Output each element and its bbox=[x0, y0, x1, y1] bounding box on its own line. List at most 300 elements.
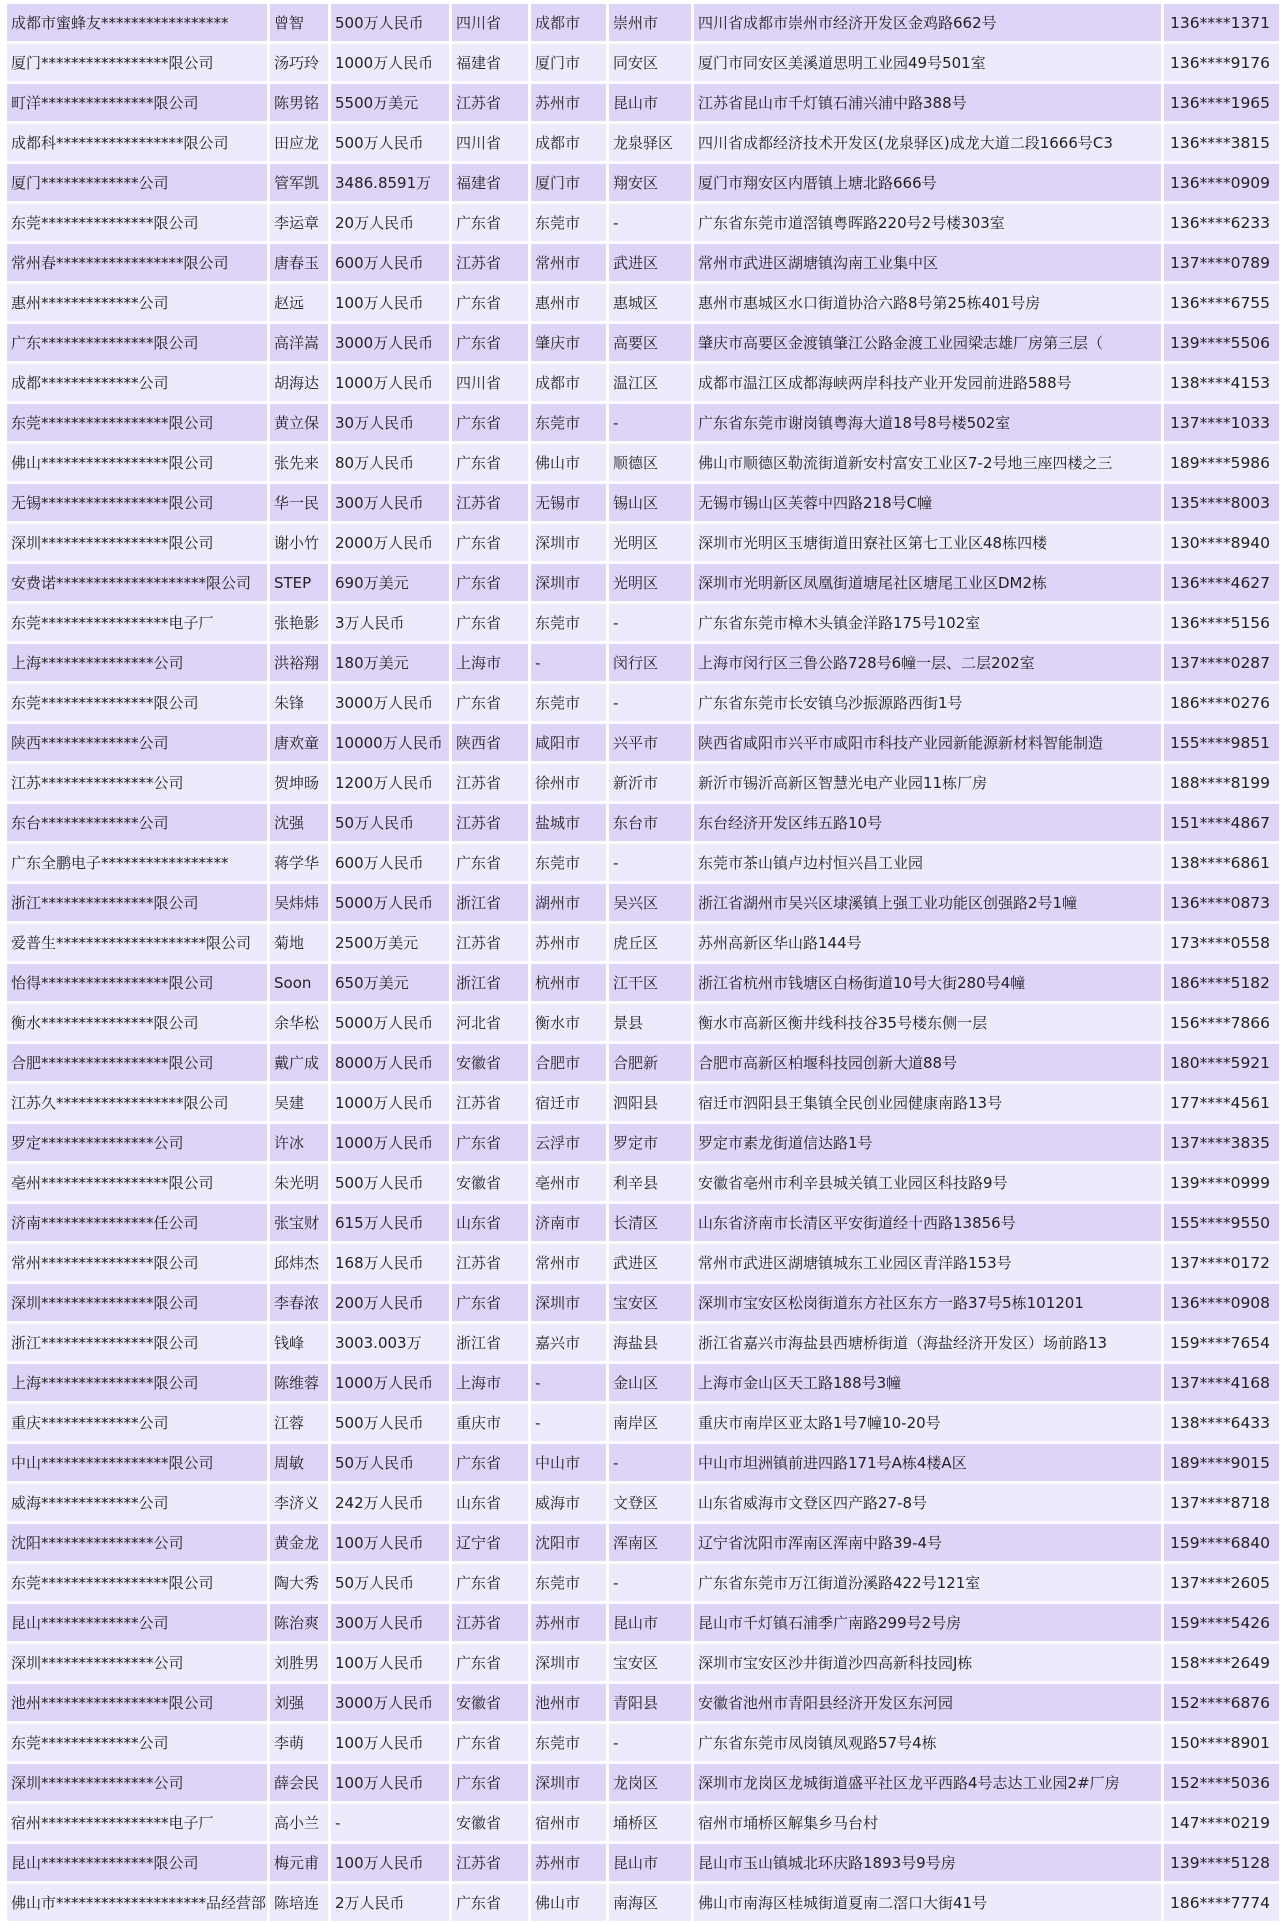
registered-capital-cell: 2000万人民币 bbox=[331, 524, 449, 564]
table-row bbox=[7, 1844, 1279, 1884]
table-row bbox=[7, 4, 1279, 44]
table-row bbox=[7, 1604, 1279, 1644]
province-cell: 四川省 bbox=[452, 4, 528, 44]
district-cell: 温江区 bbox=[609, 364, 691, 404]
district-cell: 宝安区 bbox=[609, 1284, 691, 1324]
table-row bbox=[7, 1764, 1279, 1804]
table-row bbox=[7, 164, 1279, 204]
legal-rep-cell: 周敏 bbox=[270, 1444, 328, 1484]
province-cell: 安徽省 bbox=[452, 1044, 528, 1084]
phone-cell: 136****4627 bbox=[1164, 564, 1279, 604]
registered-capital-cell: 100万人民币 bbox=[331, 1844, 449, 1884]
legal-rep-cell: 张宝财 bbox=[270, 1204, 328, 1244]
registered-capital-cell: 650万美元 bbox=[331, 964, 449, 1004]
address-cell: 中山市坦洲镇前进四路171号A栋4楼A区 bbox=[694, 1444, 1161, 1484]
company-name-cell: 上海***************公司 bbox=[7, 644, 267, 684]
phone-cell: 136****3815 bbox=[1164, 124, 1279, 164]
company-name-cell: 厦门*************公司 bbox=[7, 164, 267, 204]
address-cell: 常州市武进区湖塘镇城东工业园区青洋路153号 bbox=[694, 1244, 1161, 1284]
phone-cell: 186****5182 bbox=[1164, 964, 1279, 1004]
province-cell: 江苏省 bbox=[452, 804, 528, 844]
city-cell: 苏州市 bbox=[531, 1604, 606, 1644]
company-name-cell: 常州春*****************限公司 bbox=[7, 244, 267, 284]
registered-capital-cell: 2万人民币 bbox=[331, 1884, 449, 1924]
registered-capital-cell: 615万人民币 bbox=[331, 1204, 449, 1244]
legal-rep-cell: 黄金龙 bbox=[270, 1524, 328, 1564]
table-row bbox=[7, 84, 1279, 124]
city-cell: 东莞市 bbox=[531, 404, 606, 444]
company-table bbox=[4, 4, 1280, 1924]
province-cell: 重庆市 bbox=[452, 1404, 528, 1444]
registered-capital-cell: 300万人民币 bbox=[331, 1604, 449, 1644]
phone-cell: 189****5986 bbox=[1164, 444, 1279, 484]
table-row bbox=[7, 604, 1279, 644]
registered-capital-cell: 30万人民币 bbox=[331, 404, 449, 444]
address-cell: 深圳市宝安区松岗街道东方社区东方一路37号5栋101201 bbox=[694, 1284, 1161, 1324]
city-cell: 成都市 bbox=[531, 4, 606, 44]
registered-capital-cell: 10000万人民币 bbox=[331, 724, 449, 764]
table-row bbox=[7, 1084, 1279, 1124]
legal-rep-cell: 华一民 bbox=[270, 484, 328, 524]
province-cell: 安徽省 bbox=[452, 1804, 528, 1844]
province-cell: 江苏省 bbox=[452, 924, 528, 964]
city-cell: 中山市 bbox=[531, 1444, 606, 1484]
address-cell: 上海市金山区天工路188号3幢 bbox=[694, 1364, 1161, 1404]
table-row bbox=[7, 1444, 1279, 1484]
phone-cell: 155****9851 bbox=[1164, 724, 1279, 764]
address-cell: 成都市温江区成都海峡两岸科技产业开发园前进路588号 bbox=[694, 364, 1161, 404]
table-body bbox=[7, 4, 1279, 1924]
company-name-cell: 重庆*************公司 bbox=[7, 1404, 267, 1444]
city-cell: - bbox=[531, 1404, 606, 1444]
phone-cell: 186****0276 bbox=[1164, 684, 1279, 724]
legal-rep-cell: 洪裕翔 bbox=[270, 644, 328, 684]
legal-rep-cell: 沈强 bbox=[270, 804, 328, 844]
province-cell: 江苏省 bbox=[452, 1604, 528, 1644]
address-cell: 苏州高新区华山路144号 bbox=[694, 924, 1161, 964]
district-cell: 昆山市 bbox=[609, 84, 691, 124]
phone-cell: 137****2605 bbox=[1164, 1564, 1279, 1604]
province-cell: 广东省 bbox=[452, 684, 528, 724]
company-name-cell: 东台*************公司 bbox=[7, 804, 267, 844]
table-row bbox=[7, 1564, 1279, 1604]
district-cell: 吴兴区 bbox=[609, 884, 691, 924]
address-cell: 山东省济南市长清区平安街道经十西路13856号 bbox=[694, 1204, 1161, 1244]
legal-rep-cell: 唐欢童 bbox=[270, 724, 328, 764]
address-cell: 辽宁省沈阳市浑南区浑南中路39-4号 bbox=[694, 1524, 1161, 1564]
phone-cell: 136****1371 bbox=[1164, 4, 1279, 44]
province-cell: 福建省 bbox=[452, 44, 528, 84]
province-cell: 四川省 bbox=[452, 364, 528, 404]
city-cell: 东莞市 bbox=[531, 844, 606, 884]
legal-rep-cell: 许冰 bbox=[270, 1124, 328, 1164]
company-name-cell: 佛山*****************限公司 bbox=[7, 444, 267, 484]
phone-cell: 136****6233 bbox=[1164, 204, 1279, 244]
city-cell: 嘉兴市 bbox=[531, 1324, 606, 1364]
registered-capital-cell: 8000万人民币 bbox=[331, 1044, 449, 1084]
legal-rep-cell: 菊地 bbox=[270, 924, 328, 964]
phone-cell: 180****5921 bbox=[1164, 1044, 1279, 1084]
province-cell: 山东省 bbox=[452, 1484, 528, 1524]
address-cell: 重庆市南岸区亚太路1号7幢10-20号 bbox=[694, 1404, 1161, 1444]
company-name-cell: 町洋***************限公司 bbox=[7, 84, 267, 124]
legal-rep-cell: 黄立保 bbox=[270, 404, 328, 444]
table-row bbox=[7, 204, 1279, 244]
address-cell: 上海市闵行区三鲁公路728号6幢一层、二层202室 bbox=[694, 644, 1161, 684]
address-cell: 广东省东莞市凤岗镇凤观路57号4栋 bbox=[694, 1724, 1161, 1764]
table-row bbox=[7, 44, 1279, 84]
phone-cell: 136****6755 bbox=[1164, 284, 1279, 324]
address-cell: 陕西省咸阳市兴平市咸阳市科技产业园新能源新材料智能制造 bbox=[694, 724, 1161, 764]
address-cell: 衡水市高新区衡井线科技谷35号楼东侧一层 bbox=[694, 1004, 1161, 1044]
company-name-cell: 深圳***************公司 bbox=[7, 1644, 267, 1684]
legal-rep-cell: 陈男铭 bbox=[270, 84, 328, 124]
district-cell: 光明区 bbox=[609, 564, 691, 604]
company-name-cell: 爱普生********************限公司 bbox=[7, 924, 267, 964]
phone-cell: 137****0789 bbox=[1164, 244, 1279, 284]
phone-cell: 139****5506 bbox=[1164, 324, 1279, 364]
city-cell: 深圳市 bbox=[531, 1644, 606, 1684]
table-row bbox=[7, 1244, 1279, 1284]
table-row bbox=[7, 1804, 1279, 1844]
phone-cell: 152****6876 bbox=[1164, 1684, 1279, 1724]
district-cell: 龙岗区 bbox=[609, 1764, 691, 1804]
phone-cell: 136****0908 bbox=[1164, 1284, 1279, 1324]
address-cell: 常州市武进区湖塘镇沟南工业集中区 bbox=[694, 244, 1161, 284]
phone-cell: 137****8718 bbox=[1164, 1484, 1279, 1524]
company-name-cell: 中山*****************限公司 bbox=[7, 1444, 267, 1484]
district-cell: 惠城区 bbox=[609, 284, 691, 324]
province-cell: 广东省 bbox=[452, 1444, 528, 1484]
phone-cell: 159****5426 bbox=[1164, 1604, 1279, 1644]
company-name-cell: 合肥*****************限公司 bbox=[7, 1044, 267, 1084]
phone-cell: 173****0558 bbox=[1164, 924, 1279, 964]
registered-capital-cell: 100万人民币 bbox=[331, 1724, 449, 1764]
table-row bbox=[7, 524, 1279, 564]
province-cell: 江苏省 bbox=[452, 244, 528, 284]
company-name-cell: 深圳***************公司 bbox=[7, 1764, 267, 1804]
company-name-cell: 威海*************公司 bbox=[7, 1484, 267, 1524]
table-row bbox=[7, 844, 1279, 884]
province-cell: 广东省 bbox=[452, 1764, 528, 1804]
table-row bbox=[7, 404, 1279, 444]
company-name-cell: 佛山市********************品经营部 bbox=[7, 1884, 267, 1924]
phone-cell: 137****1033 bbox=[1164, 404, 1279, 444]
legal-rep-cell: 余华松 bbox=[270, 1004, 328, 1044]
district-cell: 文登区 bbox=[609, 1484, 691, 1524]
legal-rep-cell: 高洋嵩 bbox=[270, 324, 328, 364]
province-cell: 江苏省 bbox=[452, 764, 528, 804]
district-cell: 同安区 bbox=[609, 44, 691, 84]
registered-capital-cell: 168万人民币 bbox=[331, 1244, 449, 1284]
table-row bbox=[7, 804, 1279, 844]
district-cell: 宝安区 bbox=[609, 1644, 691, 1684]
address-cell: 东莞市茶山镇卢边村恒兴昌工业园 bbox=[694, 844, 1161, 884]
table-row bbox=[7, 484, 1279, 524]
district-cell: 长清区 bbox=[609, 1204, 691, 1244]
company-name-cell: 江苏久*****************限公司 bbox=[7, 1084, 267, 1124]
table-row bbox=[7, 884, 1279, 924]
table-row bbox=[7, 644, 1279, 684]
registered-capital-cell: 50万人民币 bbox=[331, 1564, 449, 1604]
address-cell: 无锡市锡山区芙蓉中四路218号C幢 bbox=[694, 484, 1161, 524]
table-row bbox=[7, 1884, 1279, 1924]
legal-rep-cell: 刘强 bbox=[270, 1684, 328, 1724]
company-name-cell: 成都市蜜蜂友***************** bbox=[7, 4, 267, 44]
legal-rep-cell: 薛会民 bbox=[270, 1764, 328, 1804]
city-cell: 东莞市 bbox=[531, 684, 606, 724]
address-cell: 四川省成都市崇州市经济开发区金鸡路662号 bbox=[694, 4, 1161, 44]
table-row bbox=[7, 764, 1279, 804]
legal-rep-cell: 高小兰 bbox=[270, 1804, 328, 1844]
city-cell: 佛山市 bbox=[531, 1884, 606, 1924]
province-cell: 广东省 bbox=[452, 204, 528, 244]
legal-rep-cell: 胡海达 bbox=[270, 364, 328, 404]
registered-capital-cell: 600万人民币 bbox=[331, 244, 449, 284]
legal-rep-cell: 田应龙 bbox=[270, 124, 328, 164]
table-row bbox=[7, 964, 1279, 1004]
address-cell: 安徽省亳州市利辛县城关镇工业园区科技路9号 bbox=[694, 1164, 1161, 1204]
district-cell: 光明区 bbox=[609, 524, 691, 564]
registered-capital-cell: 80万人民币 bbox=[331, 444, 449, 484]
city-cell: 深圳市 bbox=[531, 1764, 606, 1804]
company-name-cell: 常州***************限公司 bbox=[7, 1244, 267, 1284]
company-name-cell: 罗定***************公司 bbox=[7, 1124, 267, 1164]
legal-rep-cell: 江蓉 bbox=[270, 1404, 328, 1444]
city-cell: 威海市 bbox=[531, 1484, 606, 1524]
phone-cell: 150****8901 bbox=[1164, 1724, 1279, 1764]
company-name-cell: 昆山*************公司 bbox=[7, 1604, 267, 1644]
table-row bbox=[7, 1164, 1279, 1204]
table-row bbox=[7, 564, 1279, 604]
legal-rep-cell: 戴广成 bbox=[270, 1044, 328, 1084]
table-row bbox=[7, 284, 1279, 324]
legal-rep-cell: 陈治爽 bbox=[270, 1604, 328, 1644]
city-cell: 东莞市 bbox=[531, 1724, 606, 1764]
address-cell: 广东省东莞市道滘镇粤晖路220号2号楼303室 bbox=[694, 204, 1161, 244]
district-cell: - bbox=[609, 404, 691, 444]
registered-capital-cell: 5000万人民币 bbox=[331, 1004, 449, 1044]
company-name-cell: 池州*****************限公司 bbox=[7, 1684, 267, 1724]
province-cell: 广东省 bbox=[452, 284, 528, 324]
province-cell: 浙江省 bbox=[452, 1324, 528, 1364]
phone-cell: 186****7774 bbox=[1164, 1884, 1279, 1924]
registered-capital-cell: 3486.8591万 bbox=[331, 164, 449, 204]
company-name-cell: 成都*************公司 bbox=[7, 364, 267, 404]
district-cell: 武进区 bbox=[609, 1244, 691, 1284]
legal-rep-cell: 李萌 bbox=[270, 1724, 328, 1764]
phone-cell: 137****4168 bbox=[1164, 1364, 1279, 1404]
address-cell: 佛山市顺德区勒流街道新安村富安工业区7-2号地三座四楼之三 bbox=[694, 444, 1161, 484]
legal-rep-cell: 陶大秀 bbox=[270, 1564, 328, 1604]
province-cell: 浙江省 bbox=[452, 964, 528, 1004]
company-name-cell: 陕西*************公司 bbox=[7, 724, 267, 764]
legal-rep-cell: 钱峰 bbox=[270, 1324, 328, 1364]
company-name-cell: 宿州*****************电子厂 bbox=[7, 1804, 267, 1844]
table-row bbox=[7, 244, 1279, 284]
registered-capital-cell: 500万人民币 bbox=[331, 124, 449, 164]
address-cell: 罗定市素龙街道信达路1号 bbox=[694, 1124, 1161, 1164]
city-cell: 深圳市 bbox=[531, 564, 606, 604]
city-cell: 深圳市 bbox=[531, 524, 606, 564]
province-cell: 广东省 bbox=[452, 1724, 528, 1764]
company-name-cell: 深圳*****************限公司 bbox=[7, 524, 267, 564]
company-name-cell: 无锡*****************限公司 bbox=[7, 484, 267, 524]
city-cell: 肇庆市 bbox=[531, 324, 606, 364]
province-cell: 山东省 bbox=[452, 1204, 528, 1244]
phone-cell: 138****6433 bbox=[1164, 1404, 1279, 1444]
city-cell: 合肥市 bbox=[531, 1044, 606, 1084]
address-cell: 昆山市玉山镇城北环庆路1893号9号房 bbox=[694, 1844, 1161, 1884]
district-cell: 高要区 bbox=[609, 324, 691, 364]
legal-rep-cell: 唐春玉 bbox=[270, 244, 328, 284]
company-name-cell: 广东全鹏电子***************** bbox=[7, 844, 267, 884]
registered-capital-cell: 1000万人民币 bbox=[331, 44, 449, 84]
company-name-cell: 江苏***************公司 bbox=[7, 764, 267, 804]
phone-cell: 130****8940 bbox=[1164, 524, 1279, 564]
legal-rep-cell: 李济义 bbox=[270, 1484, 328, 1524]
registered-capital-cell: - bbox=[331, 1804, 449, 1844]
legal-rep-cell: 管军凯 bbox=[270, 164, 328, 204]
table-row bbox=[7, 1284, 1279, 1324]
table-row bbox=[7, 444, 1279, 484]
table-row bbox=[7, 1004, 1279, 1044]
registered-capital-cell: 5000万人民币 bbox=[331, 884, 449, 924]
address-cell: 东台经济开发区纬五路10号 bbox=[694, 804, 1161, 844]
district-cell: 金山区 bbox=[609, 1364, 691, 1404]
company-name-cell: 沈阳***************公司 bbox=[7, 1524, 267, 1564]
company-name-cell: 惠州*************公司 bbox=[7, 284, 267, 324]
district-cell: 浑南区 bbox=[609, 1524, 691, 1564]
city-cell: 杭州市 bbox=[531, 964, 606, 1004]
phone-cell: 177****4561 bbox=[1164, 1084, 1279, 1124]
city-cell: 济南市 bbox=[531, 1204, 606, 1244]
registered-capital-cell: 100万人民币 bbox=[331, 1644, 449, 1684]
address-cell: 深圳市龙岗区龙城街道盛平社区龙平西路4号志达工业园2#厂房 bbox=[694, 1764, 1161, 1804]
province-cell: 上海市 bbox=[452, 644, 528, 684]
table-row bbox=[7, 1484, 1279, 1524]
company-name-cell: 东莞*************公司 bbox=[7, 1724, 267, 1764]
legal-rep-cell: 吴炜炜 bbox=[270, 884, 328, 924]
legal-rep-cell: 蒋学华 bbox=[270, 844, 328, 884]
phone-cell: 139****0999 bbox=[1164, 1164, 1279, 1204]
address-cell: 新沂市锡沂高新区智慧光电产业园11栋厂房 bbox=[694, 764, 1161, 804]
city-cell: 成都市 bbox=[531, 364, 606, 404]
registered-capital-cell: 500万人民币 bbox=[331, 4, 449, 44]
registered-capital-cell: 500万人民币 bbox=[331, 1164, 449, 1204]
province-cell: 浙江省 bbox=[452, 884, 528, 924]
registered-capital-cell: 600万人民币 bbox=[331, 844, 449, 884]
city-cell: 东莞市 bbox=[531, 204, 606, 244]
table-row bbox=[7, 1644, 1279, 1684]
province-cell: 福建省 bbox=[452, 164, 528, 204]
registered-capital-cell: 200万人民币 bbox=[331, 1284, 449, 1324]
city-cell: 云浮市 bbox=[531, 1124, 606, 1164]
address-cell: 广东省东莞市樟木头镇金洋路175号102室 bbox=[694, 604, 1161, 644]
table-row bbox=[7, 924, 1279, 964]
table-row bbox=[7, 1044, 1279, 1084]
company-name-cell: 浙江***************限公司 bbox=[7, 884, 267, 924]
district-cell: 罗定市 bbox=[609, 1124, 691, 1164]
district-cell: 合肥新 bbox=[609, 1044, 691, 1084]
province-cell: 广东省 bbox=[452, 604, 528, 644]
district-cell: 翔安区 bbox=[609, 164, 691, 204]
city-cell: 盐城市 bbox=[531, 804, 606, 844]
company-name-cell: 昆山***************限公司 bbox=[7, 1844, 267, 1884]
phone-cell: 138****4153 bbox=[1164, 364, 1279, 404]
province-cell: 河北省 bbox=[452, 1004, 528, 1044]
city-cell: 常州市 bbox=[531, 1244, 606, 1284]
district-cell: 兴平市 bbox=[609, 724, 691, 764]
company-name-cell: 济南***************任公司 bbox=[7, 1204, 267, 1244]
address-cell: 浙江省湖州市吴兴区埭溪镇上强工业功能区创强路2号1幢 bbox=[694, 884, 1161, 924]
company-name-cell: 东莞*****************电子厂 bbox=[7, 604, 267, 644]
province-cell: 江苏省 bbox=[452, 484, 528, 524]
registered-capital-cell: 1200万人民币 bbox=[331, 764, 449, 804]
district-cell: - bbox=[609, 844, 691, 884]
company-name-cell: 亳州*****************限公司 bbox=[7, 1164, 267, 1204]
registered-capital-cell: 1000万人民币 bbox=[331, 1364, 449, 1404]
phone-cell: 156****7866 bbox=[1164, 1004, 1279, 1044]
district-cell: 武进区 bbox=[609, 244, 691, 284]
district-cell: 昆山市 bbox=[609, 1604, 691, 1644]
phone-cell: 189****9015 bbox=[1164, 1444, 1279, 1484]
address-cell: 深圳市宝安区沙井街道沙四高新科技园J栋 bbox=[694, 1644, 1161, 1684]
company-name-cell: 广东***************限公司 bbox=[7, 324, 267, 364]
phone-cell: 188****8199 bbox=[1164, 764, 1279, 804]
province-cell: 江苏省 bbox=[452, 1244, 528, 1284]
phone-cell: 136****1965 bbox=[1164, 84, 1279, 124]
district-cell: 昆山市 bbox=[609, 1844, 691, 1884]
company-name-cell: 成都科*****************限公司 bbox=[7, 124, 267, 164]
address-cell: 厦门市翔安区内厝镇上塘北路666号 bbox=[694, 164, 1161, 204]
city-cell: 咸阳市 bbox=[531, 724, 606, 764]
city-cell: 东莞市 bbox=[531, 604, 606, 644]
company-name-cell: 深圳***************限公司 bbox=[7, 1284, 267, 1324]
address-cell: 四川省成都经济技术开发区(龙泉驿区)成龙大道二段1666号C3 bbox=[694, 124, 1161, 164]
address-cell: 广东省东莞市万江街道汾溪路422号121室 bbox=[694, 1564, 1161, 1604]
province-cell: 陕西省 bbox=[452, 724, 528, 764]
address-cell: 宿迁市泗阳县王集镇全民创业园健康南路13号 bbox=[694, 1084, 1161, 1124]
city-cell: 苏州市 bbox=[531, 1844, 606, 1884]
table-row bbox=[7, 324, 1279, 364]
province-cell: 安徽省 bbox=[452, 1164, 528, 1204]
district-cell: 新沂市 bbox=[609, 764, 691, 804]
registered-capital-cell: 2500万美元 bbox=[331, 924, 449, 964]
registered-capital-cell: 1000万人民币 bbox=[331, 1124, 449, 1164]
company-name-cell: 东莞*****************限公司 bbox=[7, 404, 267, 444]
table-row bbox=[7, 684, 1279, 724]
district-cell: - bbox=[609, 204, 691, 244]
city-cell: 湖州市 bbox=[531, 884, 606, 924]
phone-cell: 151****4867 bbox=[1164, 804, 1279, 844]
legal-rep-cell: 张先来 bbox=[270, 444, 328, 484]
city-cell: 宿迁市 bbox=[531, 1084, 606, 1124]
legal-rep-cell: 赵远 bbox=[270, 284, 328, 324]
address-cell: 江苏省昆山市千灯镇石浦兴浦中路388号 bbox=[694, 84, 1161, 124]
district-cell: - bbox=[609, 604, 691, 644]
phone-cell: 137****0172 bbox=[1164, 1244, 1279, 1284]
city-cell: 厦门市 bbox=[531, 164, 606, 204]
phone-cell: 135****8003 bbox=[1164, 484, 1279, 524]
legal-rep-cell: 贺坤旸 bbox=[270, 764, 328, 804]
registered-capital-cell: 1000万人民币 bbox=[331, 364, 449, 404]
district-cell: 景县 bbox=[609, 1004, 691, 1044]
city-cell: 成都市 bbox=[531, 124, 606, 164]
registered-capital-cell: 100万人民币 bbox=[331, 1524, 449, 1564]
district-cell: 崇州市 bbox=[609, 4, 691, 44]
registered-capital-cell: 3003.003万 bbox=[331, 1324, 449, 1364]
